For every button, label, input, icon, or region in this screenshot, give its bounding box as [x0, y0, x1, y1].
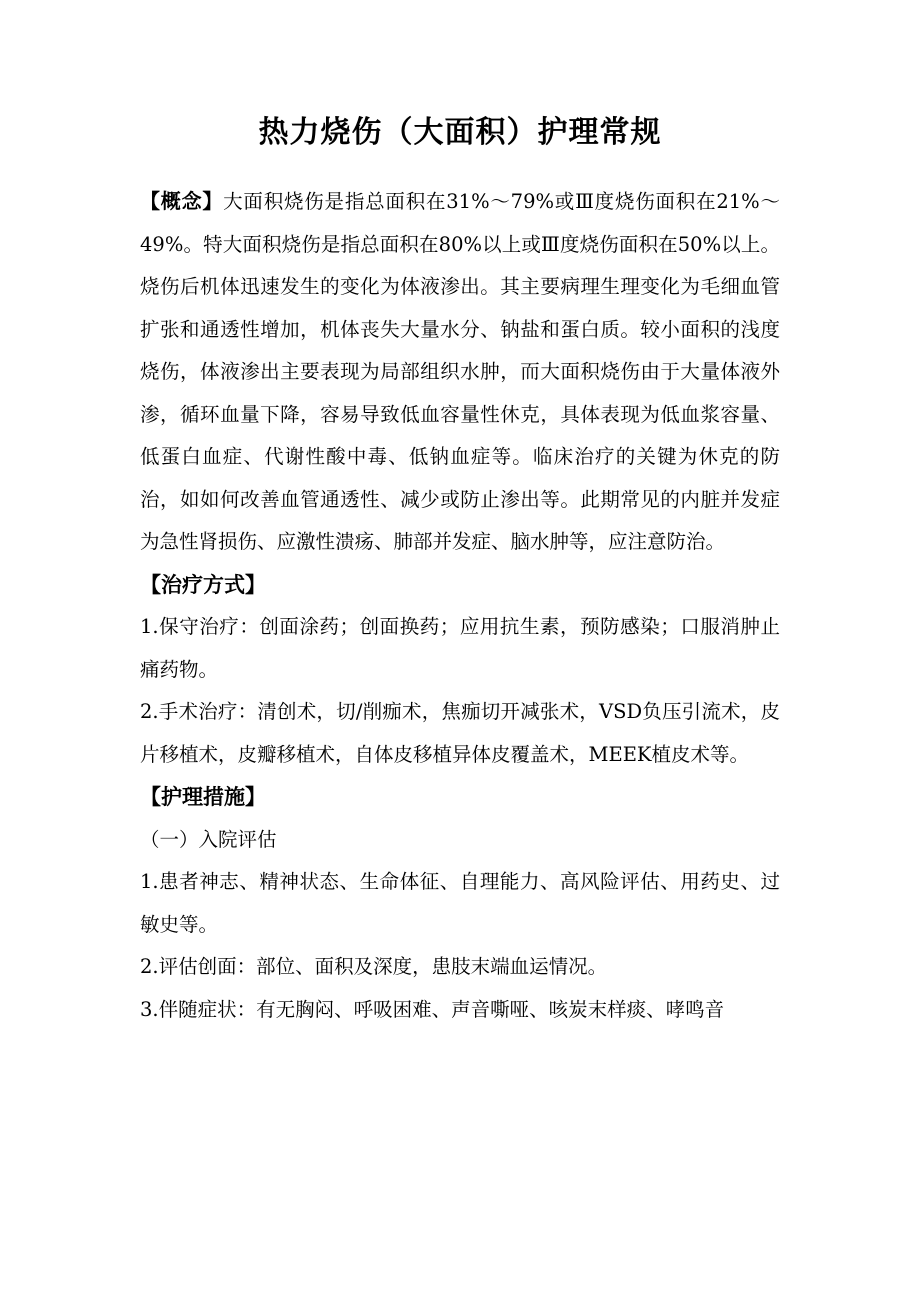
- nursing-heading: 【护理措施】: [140, 785, 266, 809]
- treatment-item: 2.手术治疗：清创术，切/削痂术，焦痂切开减张术，VSD负压引流术，皮片移植术，皮瓣移植术，自体皮移植异体皮覆盖术，MEEK植皮术等。: [140, 700, 780, 766]
- concept-label: 【概念】: [140, 189, 224, 213]
- treatment-heading: 【治疗方式】: [140, 572, 266, 597]
- concept-text: 大面积烧伤是指总面积在31%～79%或Ⅲ度烧伤面积在21%～49%。特大面积烧伤是指总面积在80%以上或Ⅲ度烧伤面积在50%以上。烧伤后机体迅速发生的变化为体液渗出。其主要病理生理变化为毛细血管扩张和通透性增加，机体丧失大量水分、钠盐和蛋白质。较小面积的浅度烧伤，体液渗出主要表现为局部组织水肿，而大面积烧伤由于大量体液外渗，循环血量下降，容易导致低血容量性休克，具体表现为低血浆容量、低蛋白血症、代谢性酸中毒、低钠血症等。临床治疗的关键为休克的防治，如如何改善血管通透性、减少或防止渗出等。此期常见的内脏并发症为急性肾损伤、应激性溃疡、肺部并发症、脑水肿等，应注意防治。: [140, 190, 780, 553]
- document-title: 热力烧伤（大面积）护理常规: [258, 115, 662, 150]
- document-body: [140, 180, 780, 1031]
- nursing-item: 3.伴随症状：有无胸闷、呼吸困难、声音嘶哑、咳炭末样痰、哮鸣音: [140, 997, 725, 1021]
- concept-paragraph: [140, 180, 780, 564]
- nursing-item: 2.评估创面：部位、面积及深度，患肢末端血运情况。: [140, 955, 608, 978]
- nursing-subheading: （一）入院评估: [140, 827, 277, 851]
- treatment-item: 1.保守治疗：创面涂药；创面换药；应用抗生素，预防感染；口服消肿止痛药物。: [140, 615, 780, 681]
- nursing-item: 1.患者神志、精神状态、生命体征、自理能力、高风险评估、用药史、过敏史等。: [140, 870, 780, 936]
